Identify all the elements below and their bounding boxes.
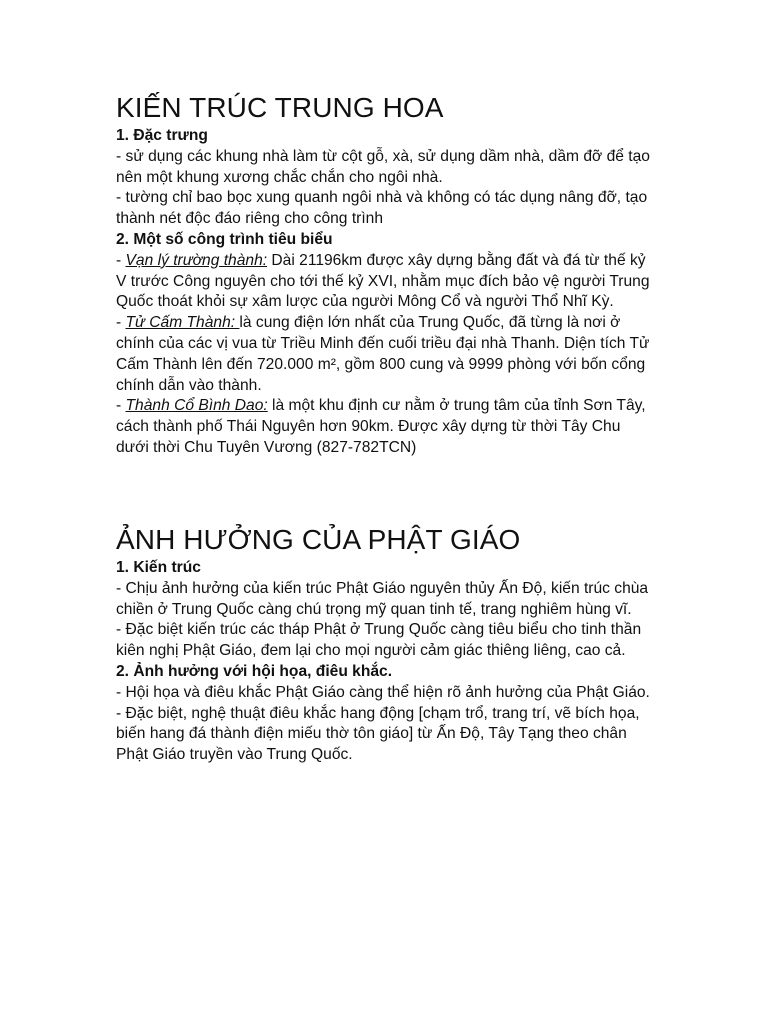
paragraph: - Hội họa và điêu khắc Phật Giáo càng thể hiện rõ ảnh hưởng của Phật Giáo.	[116, 683, 650, 701]
subheading-kien-truc: 1. Kiến trúc	[116, 559, 201, 576]
work-item-van-ly-truong-thanh	[116, 251, 656, 313]
section-title: ẢNH HƯỞNG CỦA PHẬT GIÁO	[116, 524, 521, 555]
subheading-hoi-hoa-dieu-khac: 2. Ảnh hưởng với hội họa, điêu khắc.	[116, 662, 393, 680]
section-title: KIẾN TRÚC TRUNG HOA	[116, 92, 444, 123]
work-item-tu-cam-thanh	[116, 313, 656, 396]
paragraph: - sử dụng các khung nhà làm từ cột gỗ, xà, sử dụng dầm nhà, dầm đỡ để tạo nên một khung xương chắc chắn cho ngôi nhà.	[116, 147, 650, 186]
section-kien-truc-trung-hoa	[116, 90, 656, 459]
paragraph: - tường chỉ bao bọc xung quanh ngôi nhà và không có tác dụng nâng đỡ, tạo thành nét độc đáo riêng cho công trình	[116, 189, 648, 228]
work-name: Tử Cấm Thành:	[125, 314, 240, 332]
paragraph: - Đặc biệt, nghệ thuật điêu khắc hang động [chạm trổ, trang trí, vẽ bích họa, biến hang đá thành điện miếu thờ tôn giáo] từ Ấn Độ, Tây Tạng theo chân Phật Giáo truyền vào Trung Quốc.	[116, 704, 640, 764]
section-anh-huong-phat-giao	[116, 522, 656, 766]
paragraph: - Đặc biệt kiến trúc các tháp Phật ở Trung Quốc càng tiêu biểu cho tinh thần kiên nghị Phật Giáo, đem lại cho mọi người cảm giác thiêng liêng, cao cả.	[116, 621, 642, 660]
dash: -	[116, 314, 126, 332]
dash: -	[116, 251, 126, 269]
work-text: Dài 21196km được xây dựng bằng đất và đá từ thế kỷ V trước Công nguyên cho tới thế kỷ XVI, nhằm mục đích bảo vệ người Trung Quốc thoát khỏi sự xâm lược của người Mông Cổ và người Thổ Nhĩ Kỳ.	[116, 251, 650, 311]
subheading-cong-trinh-tieu-bieu: 2. Một số công trình tiêu biểu	[116, 230, 333, 248]
work-name: Vạn lý trường thành:	[125, 251, 268, 269]
work-item-thanh-co-binh-dao	[116, 396, 656, 458]
work-text: là một khu định cư nằm ở trung tâm của tỉnh Sơn Tây, cách thành phố Thái Nguyên hơn 90km. Được xây dựng từ thời Tây Chu dưới thời Chu Tuyên Vương (827-782TCN)	[116, 397, 646, 456]
subheading-dac-trung: 1. Đặc trưng	[116, 127, 208, 144]
paragraph: - Chịu ảnh hưởng của kiến trúc Phật Giáo nguyên thủy Ấn Độ, kiến trúc chùa chiền ở Trung Quốc càng chú trọng mỹ quan tinh tế, trang nghiêm hùng vĩ.	[116, 579, 649, 618]
dash: -	[116, 397, 126, 415]
work-text: là cung điện lớn nhất của Trung Quốc, đã từng là nơi ở chính của các vị vua từ Triều Minh đến cuối triều đại nhà Thanh. Diện tích Tử Cấm Thành lên đến 720.000 m², gồm 800 cung và 9999 phòng với bốn cổng chính dẫn vào thành.	[116, 314, 650, 394]
work-name: Thành Cổ Bình Dao:	[125, 397, 268, 415]
